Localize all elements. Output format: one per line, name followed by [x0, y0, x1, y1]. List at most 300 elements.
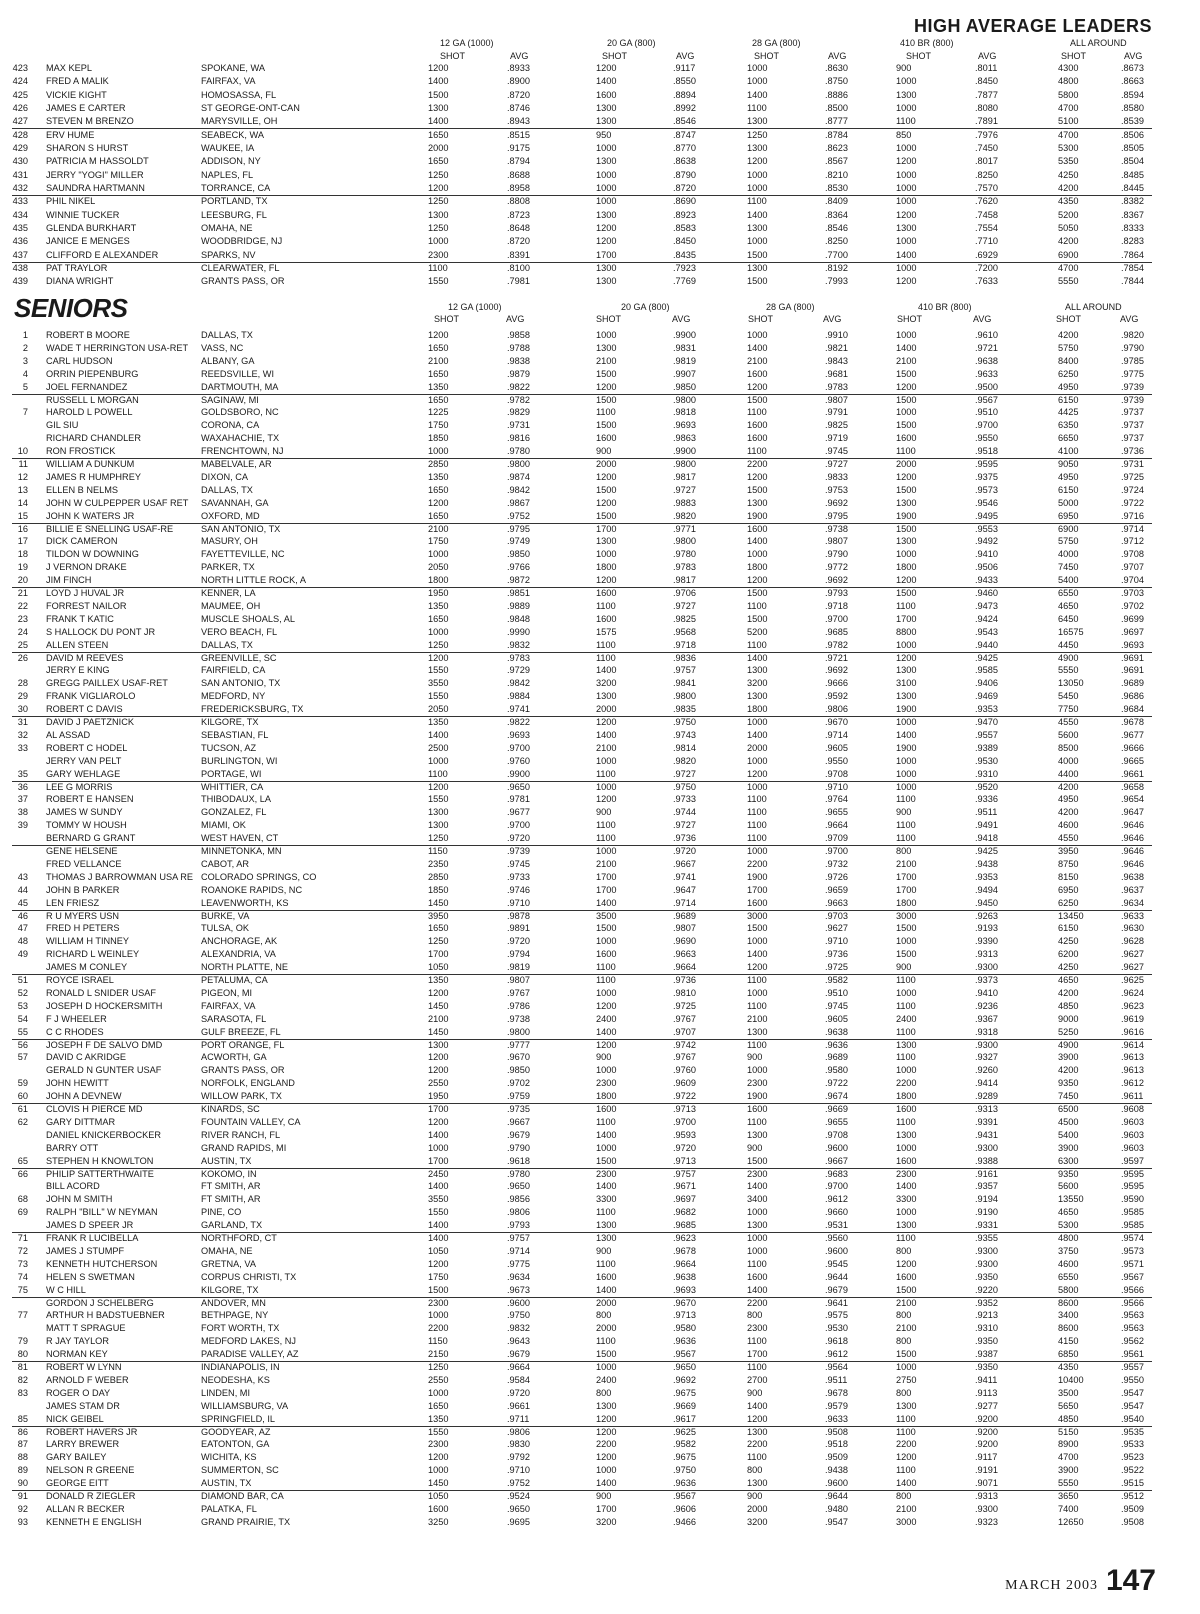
avg-410: .9495	[975, 511, 998, 521]
shot-20ga: 1000	[596, 1465, 617, 1475]
col-all-label: ALL AROUND	[1070, 38, 1127, 48]
shot-all: 9000	[1058, 1014, 1079, 1024]
avg-410: .9440	[975, 640, 998, 650]
shot-410: 1600	[896, 433, 917, 443]
avg-28ga: .9612	[825, 1349, 848, 1359]
avg-12ga: .9795	[507, 524, 530, 534]
shooter-name: FRANK VIGLIAROLO	[46, 691, 136, 701]
avg-410: .9633	[975, 369, 998, 379]
avg-410: .9213	[975, 1310, 998, 1320]
rank: 35	[17, 769, 28, 779]
shot-28ga: 1600	[747, 433, 768, 443]
avg-12ga: .9634	[507, 1272, 530, 1282]
table-row	[0, 102, 1200, 115]
shooter-name: JOSEPH F DE SALVO DMD	[46, 1040, 163, 1050]
shot-28ga: 1100	[747, 1452, 767, 1462]
hometown: SEABECK, WA	[201, 130, 264, 140]
shot-410: 1200	[896, 1259, 917, 1269]
shot-12ga: 1550	[428, 794, 449, 804]
shot-20ga: 900	[596, 1052, 612, 1062]
shot-410: 1200	[896, 156, 917, 166]
shot-20ga: 1300	[596, 536, 617, 546]
shot-410: 3100	[896, 678, 917, 688]
shot-28ga: 1000	[747, 1207, 768, 1217]
shot-410: 1100	[896, 820, 916, 830]
shot-all: 5800	[1058, 90, 1079, 100]
table-row	[0, 768, 1200, 781]
hometown: BURKE, VA	[201, 911, 250, 921]
shooter-name: FRED A MALIK	[46, 76, 109, 86]
shot-12ga: 1000	[428, 446, 449, 456]
shooter-name: JOHN M SMITH	[46, 1194, 113, 1204]
avg-28ga: .9745	[825, 446, 848, 456]
shot-28ga: 1100	[747, 975, 767, 985]
shot-410: 1000	[896, 640, 917, 650]
avg-label: AVG	[978, 51, 997, 61]
rank: 75	[17, 1285, 28, 1295]
avg-28ga: .9669	[825, 1104, 848, 1114]
avg-20ga: .9744	[673, 807, 696, 817]
avg-12ga: .9788	[507, 343, 530, 353]
shot-all: 6300	[1058, 1156, 1079, 1166]
avg-12ga: .8746	[507, 103, 530, 113]
avg-12ga: .9695	[507, 1517, 530, 1527]
avg-12ga: .9856	[507, 1194, 530, 1204]
avg-12ga: .8808	[507, 196, 530, 206]
avg-all: .9678	[1121, 717, 1144, 727]
shot-28ga: 1000	[747, 782, 768, 792]
table-row	[0, 406, 1200, 419]
avg-28ga: .9636	[825, 1040, 848, 1050]
avg-all: .9611	[1121, 1091, 1144, 1101]
shot-410: 1700	[896, 872, 917, 882]
hometown: NORTH PLATTE, NE	[201, 962, 288, 972]
shot-410: 2750	[896, 1375, 917, 1385]
shooter-name: DICK CAMERON	[46, 536, 118, 546]
avg-410: .9117	[975, 1452, 998, 1462]
shot-28ga: 2200	[747, 859, 768, 869]
avg-28ga: .8630	[825, 63, 848, 73]
avg-20ga: .9718	[673, 640, 696, 650]
avg-all: .9627	[1121, 962, 1144, 972]
shot-all: 4700	[1058, 130, 1079, 140]
avg-20ga: .9667	[673, 859, 696, 869]
avg-410: .9595	[975, 459, 998, 469]
shot-12ga: 1550	[428, 1207, 449, 1217]
avg-20ga: .8450	[673, 236, 696, 246]
table-row	[0, 858, 1200, 871]
avg-410: .9193	[975, 923, 998, 933]
hometown: ACWORTH, GA	[201, 1052, 267, 1062]
shooter-name: JERRY "YOGI" MILLER	[46, 170, 144, 180]
avg-410: .9418	[975, 833, 998, 843]
hometown: FREDERICKSBURG, TX	[201, 704, 304, 714]
shot-410: 1000	[896, 236, 917, 246]
shot-20ga: 1100	[596, 640, 616, 650]
avg-12ga: .9584	[507, 1375, 530, 1385]
avg-28ga: .9753	[825, 485, 848, 495]
avg-28ga: .9719	[825, 433, 848, 443]
avg-410: .9200	[975, 1414, 998, 1424]
shot-410: 1300	[896, 1130, 917, 1140]
avg-all: .9567	[1121, 1272, 1144, 1282]
avg-28ga: .9480	[825, 1504, 848, 1514]
hometown: KILGORE, TX	[201, 1285, 259, 1295]
hometown: ALBANY, GA	[201, 356, 255, 366]
avg-28ga: .9660	[825, 1207, 848, 1217]
avg-12ga: .9822	[507, 717, 530, 727]
shot-all: 6950	[1058, 885, 1079, 895]
shooter-name: VICKIE KIGHT	[46, 90, 107, 100]
shot-all: 6150	[1058, 923, 1079, 933]
shot-12ga: 2550	[428, 1375, 449, 1385]
rank: 92	[17, 1504, 28, 1514]
shooter-name: KENNETH HUTCHERSON	[46, 1259, 158, 1269]
table-row	[0, 155, 1200, 168]
shot-28ga: 1500	[747, 485, 768, 495]
shot-28ga: 1100	[747, 1040, 767, 1050]
shot-all: 3500	[1058, 1388, 1079, 1398]
avg-28ga: .8409	[825, 196, 848, 206]
avg-410: .7450	[975, 143, 998, 153]
shot-410: 1000	[896, 1362, 917, 1372]
hometown: LINDEN, MI	[201, 1388, 251, 1398]
avg-12ga: .9738	[507, 1014, 530, 1024]
avg-20ga: .8583	[673, 223, 696, 233]
rank: 2	[22, 343, 28, 353]
shooter-name: LARRY BREWER	[46, 1439, 120, 1449]
shot-12ga: 1000	[428, 236, 449, 246]
shot-28ga: 2700	[747, 1375, 768, 1385]
avg-28ga: .9666	[825, 678, 848, 688]
avg-12ga: .9783	[507, 653, 530, 663]
rank: 90	[17, 1478, 28, 1488]
hometown: OMAHA, NE	[201, 223, 253, 233]
shooter-name: ARTHUR H BADSTUEBNER	[46, 1310, 165, 1320]
hometown: CABOT, AR	[201, 859, 249, 869]
rank: 53	[17, 1001, 28, 1011]
avg-all: .9585	[1121, 1220, 1144, 1230]
avg-all: .9547	[1121, 1388, 1144, 1398]
shot-20ga: 1500	[596, 511, 617, 521]
avg-all: .7844	[1121, 276, 1144, 286]
avg-all: .9625	[1121, 975, 1144, 985]
shot-410: 1000	[896, 769, 917, 779]
avg-all: .9603	[1121, 1143, 1144, 1153]
shot-all: 4250	[1058, 936, 1079, 946]
avg-12ga: .9775	[507, 1259, 530, 1269]
avg-all: .9736	[1121, 446, 1144, 456]
avg-28ga: .8567	[825, 156, 848, 166]
avg-12ga: .9806	[507, 1207, 530, 1217]
shooter-name: JOHN A DEVNEW	[46, 1091, 122, 1101]
avg-12ga: .9679	[507, 1349, 530, 1359]
table-row	[0, 574, 1200, 587]
hometown: SEBASTIAN, FL	[201, 730, 269, 740]
shot-410: 2300	[896, 1169, 917, 1179]
shot-28ga: 3000	[747, 911, 768, 921]
avg-12ga: .9700	[507, 743, 530, 753]
shot-28ga: 1250	[747, 130, 768, 140]
rank: 4	[22, 369, 28, 379]
avg-410: .6929	[975, 250, 998, 260]
hometown: FOUNTAIN VALLEY, CA	[201, 1117, 301, 1127]
table-row	[0, 1193, 1200, 1206]
table-row	[0, 209, 1200, 222]
rank: 69	[17, 1207, 28, 1217]
avg-410: .9450	[975, 898, 998, 908]
avg-410: .9425	[975, 653, 998, 663]
table-row	[0, 235, 1200, 248]
hometown: WOODBRIDGE, NJ	[201, 236, 283, 246]
avg-12ga: .9175	[507, 143, 530, 153]
rank: 437	[12, 250, 28, 260]
shot-20ga: 1400	[596, 898, 617, 908]
shot-12ga: 1400	[428, 1220, 449, 1230]
rank: 1	[22, 330, 28, 340]
avg-20ga: .9675	[673, 1452, 696, 1462]
shooter-name: GEORGE EITT	[46, 1478, 109, 1488]
shot-410: 1700	[896, 885, 917, 895]
shot-12ga: 1000	[428, 1310, 449, 1320]
avg-410: .7710	[975, 236, 998, 246]
avg-410: .9424	[975, 614, 998, 624]
col-20ga-label: 20 GA (800)	[607, 38, 656, 48]
shot-28ga: 1200	[747, 472, 768, 482]
avg-28ga: .9725	[825, 962, 848, 972]
shot-12ga: 1350	[428, 975, 449, 985]
avg-28ga: .7700	[825, 250, 848, 260]
avg-12ga: .9673	[507, 1285, 530, 1295]
hometown: SAN ANTONIO, TX	[201, 524, 281, 534]
shot-all: 9350	[1058, 1169, 1079, 1179]
shot-all: 8400	[1058, 356, 1079, 366]
shot-28ga: 1200	[747, 1414, 768, 1424]
avg-410: .9520	[975, 782, 998, 792]
rank: 57	[17, 1052, 28, 1062]
shot-20ga: 1000	[596, 330, 617, 340]
avg-20ga: .9817	[673, 575, 696, 585]
avg-20ga: .9636	[673, 1336, 696, 1346]
avg-all: .9725	[1121, 472, 1144, 482]
hometown: PALATKA, FL	[201, 1504, 257, 1514]
avg-12ga: .9990	[507, 627, 530, 637]
avg-28ga: .9638	[825, 1027, 848, 1037]
avg-410: .9113	[975, 1388, 998, 1398]
avg-all: .9512	[1121, 1491, 1144, 1501]
table-row	[0, 1348, 1200, 1361]
table-row	[0, 1464, 1200, 1477]
shot-12ga: 1650	[428, 1401, 449, 1411]
shot-12ga: 1000	[428, 756, 449, 766]
avg-28ga: .9612	[825, 1194, 848, 1204]
shot-28ga: 1100	[747, 196, 767, 206]
avg-all: .9646	[1121, 820, 1144, 830]
shot-all: 4650	[1058, 975, 1079, 985]
avg-12ga: .9757	[507, 1233, 530, 1243]
avg-12ga: .8391	[507, 250, 530, 260]
avg-12ga: .8100	[507, 263, 530, 273]
shot-12ga: 1650	[428, 130, 449, 140]
avg-410: .9388	[975, 1156, 998, 1166]
shot-410: 1600	[896, 1156, 917, 1166]
avg-12ga: .9822	[507, 382, 530, 392]
shot-12ga: 1300	[428, 210, 449, 220]
avg-12ga: .8723	[507, 210, 530, 220]
avg-28ga: .9683	[825, 1169, 848, 1179]
avg-410: .9350	[975, 1272, 998, 1282]
avg-28ga: .9600	[825, 1143, 848, 1153]
avg-20ga: .9685	[673, 1220, 696, 1230]
hometown: BETHPAGE, NY	[201, 1310, 269, 1320]
shot-410: 2100	[896, 356, 917, 366]
shot-12ga: 2450	[428, 1169, 449, 1179]
avg-20ga: .9664	[673, 962, 696, 972]
avg-20ga: .9835	[673, 704, 696, 714]
shot-410: 1100	[896, 1052, 916, 1062]
shooter-name: FRANK R LUCIBELLA	[46, 1233, 139, 1243]
avg-12ga: .9766	[507, 562, 530, 572]
avg-12ga: .9842	[507, 485, 530, 495]
avg-410: .9191	[975, 1465, 998, 1475]
hometown: ST GEORGE-ONT-CAN	[201, 103, 300, 113]
avg-12ga: .9832	[507, 640, 530, 650]
shot-28ga: 1400	[747, 343, 768, 353]
shot-20ga: 1000	[596, 846, 617, 856]
table-row	[0, 262, 1200, 275]
shot-all: 5200	[1058, 210, 1079, 220]
shooter-name: RON FROSTICK	[46, 446, 116, 456]
shot-all: 4350	[1058, 196, 1079, 206]
avg-all: .9547	[1121, 1401, 1144, 1411]
avg-20ga: .9767	[673, 1014, 696, 1024]
shot-28ga: 1100	[747, 794, 767, 804]
avg-28ga: .9667	[825, 1156, 848, 1166]
table-row	[0, 535, 1200, 548]
avg-12ga: .9874	[507, 472, 530, 482]
avg-12ga: .9720	[507, 936, 530, 946]
shot-410: 1000	[896, 76, 917, 86]
shot-all: 4700	[1058, 1452, 1079, 1462]
shot-28ga: 1100	[747, 446, 767, 456]
shot-all: 6450	[1058, 614, 1079, 624]
avg-28ga: .9700	[825, 614, 848, 624]
shot-28ga: 900	[747, 1491, 763, 1501]
shot-20ga: 1500	[596, 395, 617, 405]
shot-410: 1100	[896, 794, 916, 804]
shot-20ga: 1000	[596, 988, 617, 998]
avg-28ga: .9560	[825, 1233, 848, 1243]
avg-410: .9373	[975, 975, 998, 985]
shot-all: 6550	[1058, 1272, 1079, 1282]
shot-20ga: 1300	[596, 156, 617, 166]
table-row	[0, 1090, 1200, 1103]
avg-28ga: .9772	[825, 562, 848, 572]
avg-20ga: .9800	[673, 536, 696, 546]
shot-12ga: 1350	[428, 1414, 449, 1424]
hometown: NORTH LITTLE ROCK, A	[201, 575, 306, 585]
shot-20ga: 1100	[596, 653, 616, 663]
avg-410: .7554	[975, 223, 998, 233]
shot-12ga: 1300	[428, 103, 449, 113]
avg-410: .9200	[975, 1427, 998, 1437]
shooter-name: LEN FRIESZ	[46, 898, 100, 908]
shot-all: 4250	[1058, 170, 1079, 180]
avg-410: .9492	[975, 536, 998, 546]
avg-all: .9775	[1121, 369, 1144, 379]
col-410-label: 410 BR (800)	[900, 38, 954, 48]
table-row	[0, 75, 1200, 88]
hometown: COLORADO SPRINGS, CO	[201, 872, 317, 882]
avg-28ga: .9833	[825, 472, 848, 482]
rank: 29	[17, 691, 28, 701]
avg-all: .9550	[1121, 1375, 1144, 1385]
shot-28ga: 1200	[747, 575, 768, 585]
avg-410: .9431	[975, 1130, 998, 1140]
hometown: KOKOMO, IN	[201, 1169, 257, 1179]
rank: 56	[17, 1040, 28, 1050]
avg-410: .9190	[975, 1207, 998, 1217]
shooter-name: WILLIAM H TINNEY	[46, 936, 130, 946]
rank: 11	[18, 459, 28, 469]
shot-28ga: 900	[747, 1052, 763, 1062]
shot-410: 800	[896, 1246, 912, 1256]
avg-all: .9714	[1121, 524, 1144, 534]
avg-20ga: .9810	[673, 988, 696, 998]
shot-20ga: 3500	[596, 911, 617, 921]
avg-12ga: .9739	[507, 846, 530, 856]
avg-all: .9535	[1121, 1427, 1144, 1437]
avg-410: .9300	[975, 1504, 998, 1514]
shot-28ga: 1000	[747, 170, 768, 180]
shot-12ga: 3550	[428, 678, 449, 688]
avg-410: .9610	[975, 330, 998, 340]
avg-all: .9633	[1121, 911, 1144, 921]
shooter-name: MATT T SPRAGUE	[46, 1323, 126, 1333]
rank: 54	[17, 1014, 28, 1024]
shot-20ga: 1000	[596, 143, 617, 153]
avg-all: .9603	[1121, 1117, 1144, 1127]
rank: 88	[17, 1452, 28, 1462]
shot-410: 1500	[896, 395, 917, 405]
avg-20ga: .9713	[673, 1310, 696, 1320]
shot-28ga: 2300	[747, 1078, 768, 1088]
shot-12ga: 2050	[428, 562, 449, 572]
shot-28ga: 1000	[747, 1246, 768, 1256]
shot-28ga: 1500	[747, 250, 768, 260]
avg-all: .9566	[1121, 1298, 1144, 1308]
shot-20ga: 1600	[596, 433, 617, 443]
shot-12ga: 1500	[428, 90, 449, 100]
avg-28ga: .8623	[825, 143, 848, 153]
avg-410: .9327	[975, 1052, 998, 1062]
avg-label: AVG	[506, 314, 525, 324]
avg-12ga: .9900	[507, 769, 530, 779]
avg-20ga: .9689	[673, 911, 696, 921]
shot-410: 900	[896, 962, 912, 972]
avg-28ga: .9843	[825, 356, 848, 366]
shot-28ga: 1200	[747, 962, 768, 972]
shooter-name: BERNARD G GRANT	[46, 833, 136, 843]
shot-28ga: 1000	[747, 717, 768, 727]
avg-label: AVG	[973, 314, 992, 324]
shooter-name: PHIL NIKEL	[46, 196, 96, 206]
rank: 87	[17, 1439, 28, 1449]
shot-12ga: 1650	[428, 923, 449, 933]
rank: 72	[17, 1246, 28, 1256]
avg-410: .9313	[975, 1491, 998, 1501]
avg-28ga: .9618	[825, 1336, 848, 1346]
